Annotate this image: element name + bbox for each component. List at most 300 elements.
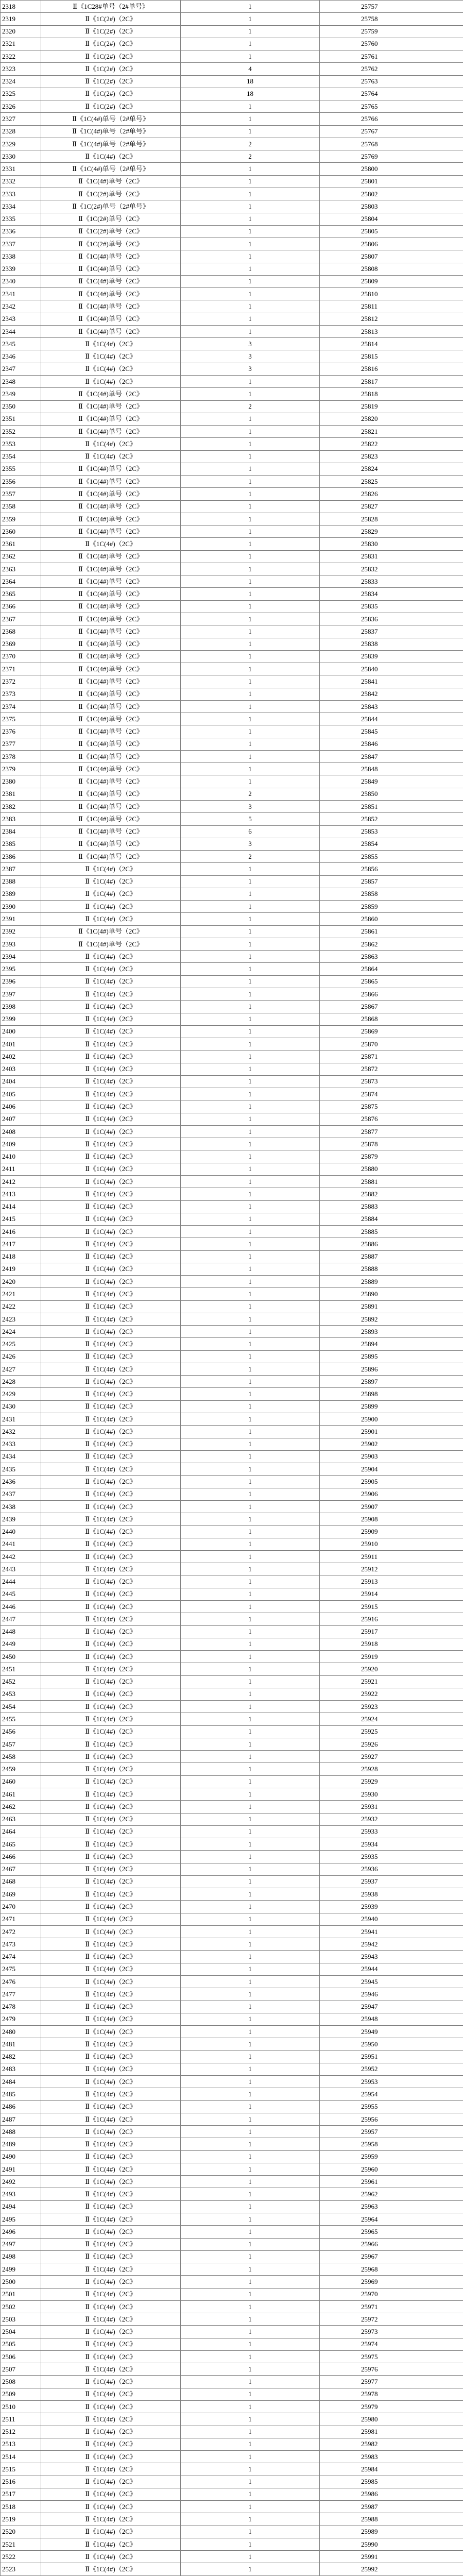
table-row (1, 851, 463, 863)
row-number-cell: 2482 (1, 2050, 41, 2063)
item-name-cell: Ⅱ《1C(4#)（2C》 (41, 2326, 181, 2338)
code-cell: 25946 (320, 1988, 463, 2001)
code-cell: 25908 (320, 1513, 463, 1526)
row-number-cell: 2431 (1, 1413, 41, 1426)
item-name-cell: Ⅱ《1C(4#)（2C》 (41, 1813, 181, 1825)
table-row (1, 88, 463, 100)
row-number-cell: 2521 (1, 2538, 41, 2550)
item-name-cell: Ⅱ《1C(2#)（2C》 (41, 25, 181, 38)
item-name-cell: Ⅱ《1C(4#)（2C》 (41, 1801, 181, 1813)
item-name-cell: Ⅱ《1C(4#)（2C》 (41, 975, 181, 988)
code-cell: 25917 (320, 1625, 463, 1638)
code-cell: 25830 (320, 538, 463, 550)
row-number-cell: 2505 (1, 2338, 41, 2350)
item-name-cell: Ⅱ《1C(4#)（2C》 (41, 2288, 181, 2300)
quantity-cell: 1 (181, 1526, 320, 1538)
quantity-cell: 1 (181, 1200, 320, 1213)
code-cell: 25825 (320, 476, 463, 488)
code-cell: 25974 (320, 2338, 463, 2350)
row-number-cell: 2404 (1, 1075, 41, 1088)
item-name-cell: Ⅱ《1C(4#)单号（2C》 (41, 925, 181, 938)
quantity-cell: 1 (181, 1113, 320, 1125)
code-cell: 25800 (320, 163, 463, 175)
row-number-cell: 2516 (1, 2476, 41, 2488)
quantity-cell: 1 (181, 951, 320, 963)
item-name-cell: Ⅱ《1C(4#)（2C》 (41, 1476, 181, 1488)
row-number-cell: 2397 (1, 988, 41, 1000)
quantity-cell: 1 (181, 375, 320, 387)
item-name-cell: Ⅱ《1C(4#)（2C》 (41, 1675, 181, 1688)
item-name-cell: Ⅱ《1C(4#)（2C》 (41, 2401, 181, 2413)
table-row (1, 363, 463, 375)
quantity-cell: 1 (181, 250, 320, 263)
quantity-cell: 1 (181, 238, 320, 250)
table-row (1, 1263, 463, 1275)
code-cell: 25763 (320, 75, 463, 88)
row-number-cell: 2338 (1, 250, 41, 263)
quantity-cell: 1 (181, 588, 320, 600)
item-name-cell: Ⅱ《1C(4#)（2C》 (41, 2413, 181, 2426)
item-name-cell: Ⅱ《1C(4#)（2C》 (41, 2538, 181, 2550)
item-name-cell: Ⅱ《1C(4#)（2C》 (41, 2250, 181, 2263)
item-name-cell: Ⅱ《1C(4#)（2C》 (41, 2013, 181, 2025)
quantity-cell: 1 (181, 2438, 320, 2450)
item-name-cell: Ⅱ《1C(4#)（2C》 (41, 951, 181, 963)
table-row (1, 1125, 463, 1138)
item-name-cell: Ⅱ《1C(4#)（2C》 (41, 1713, 181, 1725)
quantity-cell: 1 (181, 313, 320, 325)
row-number-cell: 2343 (1, 313, 41, 325)
code-cell: 25919 (320, 1651, 463, 1663)
quantity-cell: 1 (181, 2563, 320, 2575)
table-row (1, 788, 463, 800)
row-number-cell: 2392 (1, 925, 41, 938)
quantity-cell: 1 (181, 1100, 320, 1113)
quantity-cell: 2 (181, 851, 320, 863)
table-row (1, 738, 463, 750)
row-number-cell: 2373 (1, 688, 41, 700)
table-row (1, 1376, 463, 1388)
table-row (1, 2563, 463, 2575)
quantity-cell: 1 (181, 2063, 320, 2075)
item-name-cell: Ⅱ《1C(2#)单号（2#单号》 (41, 200, 181, 213)
table-row (1, 913, 463, 925)
code-cell: 25834 (320, 588, 463, 600)
row-number-cell: 2468 (1, 1875, 41, 1888)
item-name-cell: Ⅱ《1C(2#)（2C》 (41, 88, 181, 100)
quantity-cell: 1 (181, 1751, 320, 1763)
table-row (1, 550, 463, 563)
code-cell: 25899 (320, 1400, 463, 1413)
code-cell: 25759 (320, 25, 463, 38)
code-cell: 25859 (320, 901, 463, 913)
item-name-cell: Ⅱ《1C(4#)（2C》 (41, 1175, 181, 1188)
quantity-cell: 1 (181, 725, 320, 738)
row-number-cell: 2442 (1, 1550, 41, 1563)
item-name-cell: Ⅱ《1C(4#)（2C》 (41, 1638, 181, 1650)
item-name-cell: Ⅱ《1C(4#)（2C》 (41, 1200, 181, 1213)
code-cell: 25870 (320, 1038, 463, 1050)
row-number-cell: 2403 (1, 1063, 41, 1075)
row-number-cell: 2418 (1, 1250, 41, 1263)
code-cell: 25902 (320, 1438, 463, 1450)
row-number-cell: 2396 (1, 975, 41, 988)
code-cell: 25824 (320, 463, 463, 475)
table-row (1, 338, 463, 350)
table-row (1, 1613, 463, 1625)
row-number-cell: 2428 (1, 1376, 41, 1388)
row-number-cell: 2367 (1, 613, 41, 625)
item-name-cell: Ⅱ《1C(4#)单号（2C》 (41, 763, 181, 775)
table-row (1, 488, 463, 500)
code-cell: 25980 (320, 2413, 463, 2426)
quantity-cell: 1 (181, 1713, 320, 1725)
quantity-cell: 1 (181, 13, 320, 25)
row-number-cell: 2395 (1, 963, 41, 975)
item-name-cell: Ⅱ《1C(4#)（2C》 (41, 1300, 181, 1313)
code-cell: 25817 (320, 375, 463, 387)
quantity-cell: 1 (181, 1463, 320, 1476)
row-number-cell: 2459 (1, 1763, 41, 1775)
code-cell: 25934 (320, 1838, 463, 1851)
quantity-cell: 1 (181, 1088, 320, 1100)
row-number-cell: 2421 (1, 1288, 41, 1300)
item-name-cell: Ⅱ《1C(4#)（2C》 (41, 1163, 181, 1175)
table-row (1, 388, 463, 400)
row-number-cell: 2412 (1, 1175, 41, 1188)
item-name-cell: Ⅱ《1C(4#)（2C》 (41, 863, 181, 875)
code-cell: 25876 (320, 1113, 463, 1125)
item-name-cell: Ⅱ《1C(4#)（2C》 (41, 1838, 181, 1851)
item-name-cell: Ⅱ《1C(4#)（2C》 (41, 1088, 181, 1100)
code-cell: 25804 (320, 213, 463, 225)
row-number-cell: 2323 (1, 63, 41, 75)
item-name-cell: Ⅱ《1C(4#)（2C》 (41, 1213, 181, 1225)
row-number-cell: 2318 (1, 1, 41, 13)
row-number-cell: 2359 (1, 513, 41, 525)
quantity-cell: 1 (181, 426, 320, 438)
item-name-cell: Ⅱ《1C(4#)（2C》 (41, 1775, 181, 1788)
quantity-cell: 1 (181, 675, 320, 688)
item-name-cell: Ⅱ《1C(4#)单号（2#单号》 (41, 125, 181, 138)
quantity-cell: 1 (181, 750, 320, 762)
row-number-cell: 2479 (1, 2013, 41, 2025)
item-name-cell: Ⅱ《1C(4#)单号（2C》 (41, 725, 181, 738)
code-cell: 25972 (320, 2313, 463, 2326)
code-cell: 25854 (320, 838, 463, 850)
code-cell: 25838 (320, 638, 463, 650)
item-name-cell: Ⅱ《1C(4#)（2C》 (41, 2300, 181, 2313)
table-row (1, 2126, 463, 2138)
quantity-cell: 1 (181, 488, 320, 500)
item-name-cell: Ⅱ《1C28#单号（2#单号》 (41, 1, 181, 13)
row-number-cell: 2362 (1, 550, 41, 563)
table-row (1, 2013, 463, 2025)
item-name-cell: Ⅱ《1C(4#)（2C》 (41, 538, 181, 550)
item-name-cell: Ⅱ《1C(4#)（2C》 (41, 1788, 181, 1800)
item-name-cell: Ⅱ《1C(4#)单号（2#单号》 (41, 113, 181, 125)
row-number-cell: 2497 (1, 2238, 41, 2250)
item-name-cell: Ⅱ《1C(4#)单号（2C》 (41, 675, 181, 688)
quantity-cell: 1 (181, 2363, 320, 2376)
row-number-cell: 2334 (1, 200, 41, 213)
item-name-cell: Ⅱ《1C(4#)单号（2C》 (41, 700, 181, 713)
row-number-cell: 2499 (1, 2263, 41, 2276)
quantity-cell: 1 (181, 2038, 320, 2050)
table-row (1, 1075, 463, 1088)
quantity-cell: 1 (181, 1688, 320, 1700)
code-cell: 25860 (320, 913, 463, 925)
row-number-cell: 2426 (1, 1350, 41, 1363)
quantity-cell: 1 (181, 476, 320, 488)
table-row (1, 1975, 463, 1988)
table-row (1, 2250, 463, 2263)
code-cell: 25905 (320, 1476, 463, 1488)
row-number-cell: 2486 (1, 2100, 41, 2113)
quantity-cell: 1 (181, 988, 320, 1000)
table-row (1, 1725, 463, 1738)
row-number-cell: 2400 (1, 1025, 41, 1038)
table-row (1, 1575, 463, 1588)
quantity-cell: 1 (181, 188, 320, 200)
code-cell: 25982 (320, 2438, 463, 2450)
row-number-cell: 2372 (1, 675, 41, 688)
table-row (1, 2188, 463, 2200)
item-name-cell: Ⅱ《1C(4#)（2C》 (41, 2276, 181, 2288)
code-cell: 25992 (320, 2563, 463, 2575)
table-row (1, 1763, 463, 1775)
item-name-cell: Ⅱ《1C(4#)单号（2C》 (41, 813, 181, 825)
table-row (1, 2276, 463, 2288)
code-cell: 25832 (320, 563, 463, 575)
item-name-cell: Ⅱ《1C(4#)单号（2C》 (41, 526, 181, 538)
quantity-cell: 1 (181, 2300, 320, 2313)
code-cell: 25963 (320, 2200, 463, 2213)
table-row (1, 300, 463, 313)
code-cell: 25848 (320, 763, 463, 775)
item-name-cell: Ⅱ《1C(4#)（2C》 (41, 1150, 181, 1163)
quantity-cell: 1 (181, 38, 320, 50)
quantity-cell: 1 (181, 1400, 320, 1413)
table-row (1, 713, 463, 725)
row-number-cell: 2374 (1, 700, 41, 713)
row-number-cell: 2522 (1, 2551, 41, 2563)
item-name-cell: Ⅱ《1C(4#)单号（2C》 (41, 488, 181, 500)
quantity-cell: 1 (181, 2551, 320, 2563)
quantity-cell: 1 (181, 1901, 320, 1913)
quantity-cell: 1 (181, 1913, 320, 1925)
quantity-cell: 1 (181, 1226, 320, 1238)
quantity-cell: 1 (181, 1788, 320, 1800)
item-name-cell: Ⅱ《1C(4#)单号（2C》 (41, 563, 181, 575)
table-row (1, 1001, 463, 1013)
code-cell: 25769 (320, 150, 463, 163)
item-name-cell: Ⅱ《1C(4#)（2C》 (41, 1075, 181, 1088)
code-cell: 25961 (320, 2176, 463, 2188)
table-row (1, 1863, 463, 1875)
code-cell: 25944 (320, 1963, 463, 1975)
item-name-cell: Ⅱ《1C(4#)（2C》 (41, 988, 181, 1000)
code-cell: 25990 (320, 2538, 463, 2550)
table-row (1, 1388, 463, 1400)
quantity-cell: 1 (181, 1638, 320, 1650)
code-cell: 25910 (320, 1538, 463, 1550)
row-number-cell: 2402 (1, 1050, 41, 1063)
item-name-cell: Ⅱ《1C(4#)（2C》 (41, 1688, 181, 1700)
table-row (1, 2176, 463, 2188)
table-row (1, 1476, 463, 1488)
item-name-cell: Ⅱ《1C(4#)单号（2C》 (41, 775, 181, 788)
row-number-cell: 2423 (1, 1313, 41, 1325)
code-cell: 25886 (320, 1238, 463, 1250)
row-number-cell: 2419 (1, 1263, 41, 1275)
code-cell: 25855 (320, 851, 463, 863)
table-row (1, 476, 463, 488)
quantity-cell: 1 (181, 2413, 320, 2426)
code-cell: 25767 (320, 125, 463, 138)
quantity-cell: 1 (181, 700, 320, 713)
quantity-cell: 1 (181, 1775, 320, 1788)
row-number-cell: 2508 (1, 2376, 41, 2388)
item-name-cell: Ⅱ《1C(2#)单号（2C》 (41, 238, 181, 250)
code-cell: 25914 (320, 1588, 463, 1600)
quantity-cell: 1 (181, 2001, 320, 2013)
table-row (1, 725, 463, 738)
table-row (1, 951, 463, 963)
quantity-cell: 1 (181, 450, 320, 463)
item-name-cell: Ⅱ《1C(4#)单号（2C》 (41, 750, 181, 762)
code-cell: 25918 (320, 1638, 463, 1650)
code-cell: 25978 (320, 2388, 463, 2400)
code-cell: 25849 (320, 775, 463, 788)
item-name-cell: Ⅱ《1C(4#)（2C》 (41, 2451, 181, 2463)
table-row (1, 1138, 463, 1150)
code-cell: 25883 (320, 1200, 463, 1213)
code-cell: 25801 (320, 175, 463, 188)
item-name-cell: Ⅱ《1C(4#)单号（2C》 (41, 313, 181, 325)
row-number-cell: 2348 (1, 375, 41, 387)
row-number-cell: 2489 (1, 2138, 41, 2150)
row-number-cell: 2518 (1, 2501, 41, 2513)
quantity-cell: 1 (181, 2338, 320, 2350)
item-name-cell: Ⅱ《1C(4#)（2C》 (41, 2163, 181, 2175)
item-name-cell: Ⅱ《1C(4#)（2C》 (41, 2126, 181, 2138)
code-cell: 25970 (320, 2288, 463, 2300)
table-row (1, 1088, 463, 1100)
item-name-cell: Ⅱ《1C(4#)（2C》 (41, 1625, 181, 1638)
table-row (1, 325, 463, 337)
row-number-cell: 2364 (1, 575, 41, 588)
row-number-cell: 2393 (1, 938, 41, 950)
row-number-cell: 2341 (1, 288, 41, 300)
table-row (1, 2063, 463, 2075)
table-row (1, 1350, 463, 1363)
item-name-cell: Ⅱ《1C(4#)（2C》 (41, 2063, 181, 2075)
item-name-cell: Ⅱ《1C(4#)（2C》 (41, 1613, 181, 1625)
code-cell: 25953 (320, 2076, 463, 2088)
row-number-cell: 2324 (1, 75, 41, 88)
item-name-cell: Ⅱ《1C(4#)（2C》 (41, 1226, 181, 1238)
table-row (1, 2513, 463, 2526)
item-name-cell: Ⅱ《1C(4#)（2C》 (41, 1063, 181, 1075)
row-number-cell: 2358 (1, 500, 41, 513)
code-cell: 25904 (320, 1463, 463, 1476)
row-number-cell: 2513 (1, 2438, 41, 2450)
code-cell: 25864 (320, 963, 463, 975)
code-cell: 25853 (320, 825, 463, 838)
table-row (1, 225, 463, 238)
quantity-cell: 1 (181, 1363, 320, 1375)
row-number-cell: 2378 (1, 750, 41, 762)
item-name-cell: Ⅱ《1C(4#)（2C》 (41, 1863, 181, 1875)
quantity-cell: 1 (181, 1450, 320, 1463)
item-name-cell: Ⅱ《1C(4#)（2C》 (41, 1038, 181, 1050)
table-row (1, 688, 463, 700)
quantity-cell: 1 (181, 550, 320, 563)
item-name-cell: Ⅱ《1C(4#)单号（2C》 (41, 788, 181, 800)
code-cell: 25768 (320, 138, 463, 150)
code-cell: 25757 (320, 1, 463, 13)
quantity-cell: 1 (181, 1125, 320, 1138)
item-name-cell: Ⅱ《1C(4#)（2C》 (41, 913, 181, 925)
table-row (1, 2426, 463, 2438)
row-number-cell: 2355 (1, 463, 41, 475)
table-row (1, 263, 463, 275)
quantity-cell: 1 (181, 1476, 320, 1488)
item-name-cell: Ⅱ《1C(4#)（2C》 (41, 1701, 181, 1713)
code-cell: 25898 (320, 1388, 463, 1400)
quantity-cell: 1 (181, 1538, 320, 1550)
code-cell: 25871 (320, 1050, 463, 1063)
item-name-cell: Ⅱ《1C(4#)（2C》 (41, 901, 181, 913)
quantity-cell: 1 (181, 500, 320, 513)
table-row (1, 1913, 463, 1925)
row-number-cell: 2450 (1, 1651, 41, 1663)
row-number-cell: 2454 (1, 1701, 41, 1713)
table-row (1, 963, 463, 975)
table-row (1, 2538, 463, 2550)
table-row (1, 1200, 463, 1213)
row-number-cell: 2485 (1, 2088, 41, 2100)
code-cell: 25850 (320, 788, 463, 800)
code-cell: 25808 (320, 263, 463, 275)
code-cell: 25911 (320, 1550, 463, 1563)
quantity-cell: 1 (181, 575, 320, 588)
code-cell: 25948 (320, 2013, 463, 2025)
row-number-cell: 2361 (1, 538, 41, 550)
code-cell: 25947 (320, 2001, 463, 2013)
row-number-cell: 2437 (1, 1488, 41, 1500)
item-name-cell: Ⅱ《1C(4#)（2C》 (41, 1350, 181, 1363)
item-name-cell: Ⅱ《1C(4#)（2C》 (41, 1100, 181, 1113)
code-cell: 25758 (320, 13, 463, 25)
row-number-cell: 2385 (1, 838, 41, 850)
table-row (1, 426, 463, 438)
code-cell: 25950 (320, 2038, 463, 2050)
item-name-cell: Ⅱ《1C(4#)单号（2C》 (41, 638, 181, 650)
table-row (1, 200, 463, 213)
row-number-cell: 2352 (1, 426, 41, 438)
quantity-cell: 1 (181, 1250, 320, 1263)
item-name-cell: Ⅱ《1C(4#)单号（2C》 (41, 625, 181, 638)
code-cell: 25873 (320, 1075, 463, 1088)
row-number-cell: 2515 (1, 2463, 41, 2476)
code-cell: 25890 (320, 1288, 463, 1300)
row-number-cell: 2339 (1, 263, 41, 275)
quantity-cell: 1 (181, 563, 320, 575)
table-row (1, 1276, 463, 1288)
table-row (1, 1500, 463, 1513)
